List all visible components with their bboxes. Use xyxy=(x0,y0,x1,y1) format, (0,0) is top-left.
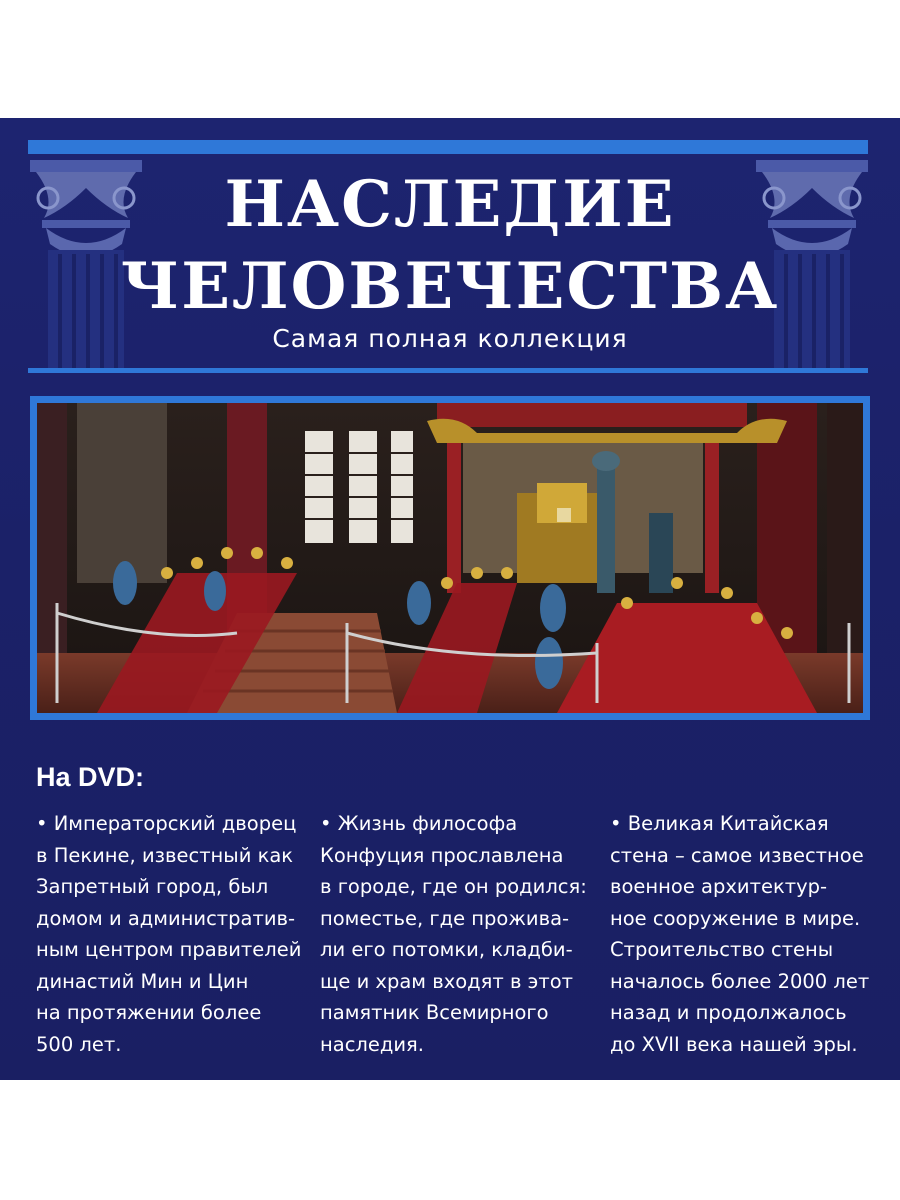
subtitle: Самая полная коллекция xyxy=(272,324,628,353)
top-accent-stripe xyxy=(28,140,868,154)
title-line-2: ЧЕЛОВЕЧЕСТВА xyxy=(120,249,780,324)
throne-hall-illustration xyxy=(37,403,863,713)
title-line-1: НАСЛЕДИЕ xyxy=(224,167,676,242)
bottom-accent-stripe xyxy=(28,368,868,373)
dvd-cover xyxy=(0,118,900,1080)
throne-hall-photo xyxy=(37,403,863,713)
dvd-item-forbidden-city: • Императорский дворец в Пекине, известный как Запретный город, был домом и административ- ным центром правителей династий Мин и Цин на протяжении более 500 лет. xyxy=(36,812,302,1056)
dvd-item-confucius: • Жизнь философа Конфуция прославлена в городе, где он родился: поместье, где прожива- ли его потомки, кладби- ще и храм входят в этот памятник Всемирного наследия. xyxy=(320,812,587,1056)
dvd-heading: На DVD: xyxy=(36,762,145,792)
dvd-item-great-wall: • Великая Китайская стена – самое известное военное архитектур- ное сооружение в мире. Строительство стены началось более 2000 лет назад и продолжалось до XVII века нашей эры. xyxy=(610,812,870,1056)
photo-frame xyxy=(30,396,870,720)
